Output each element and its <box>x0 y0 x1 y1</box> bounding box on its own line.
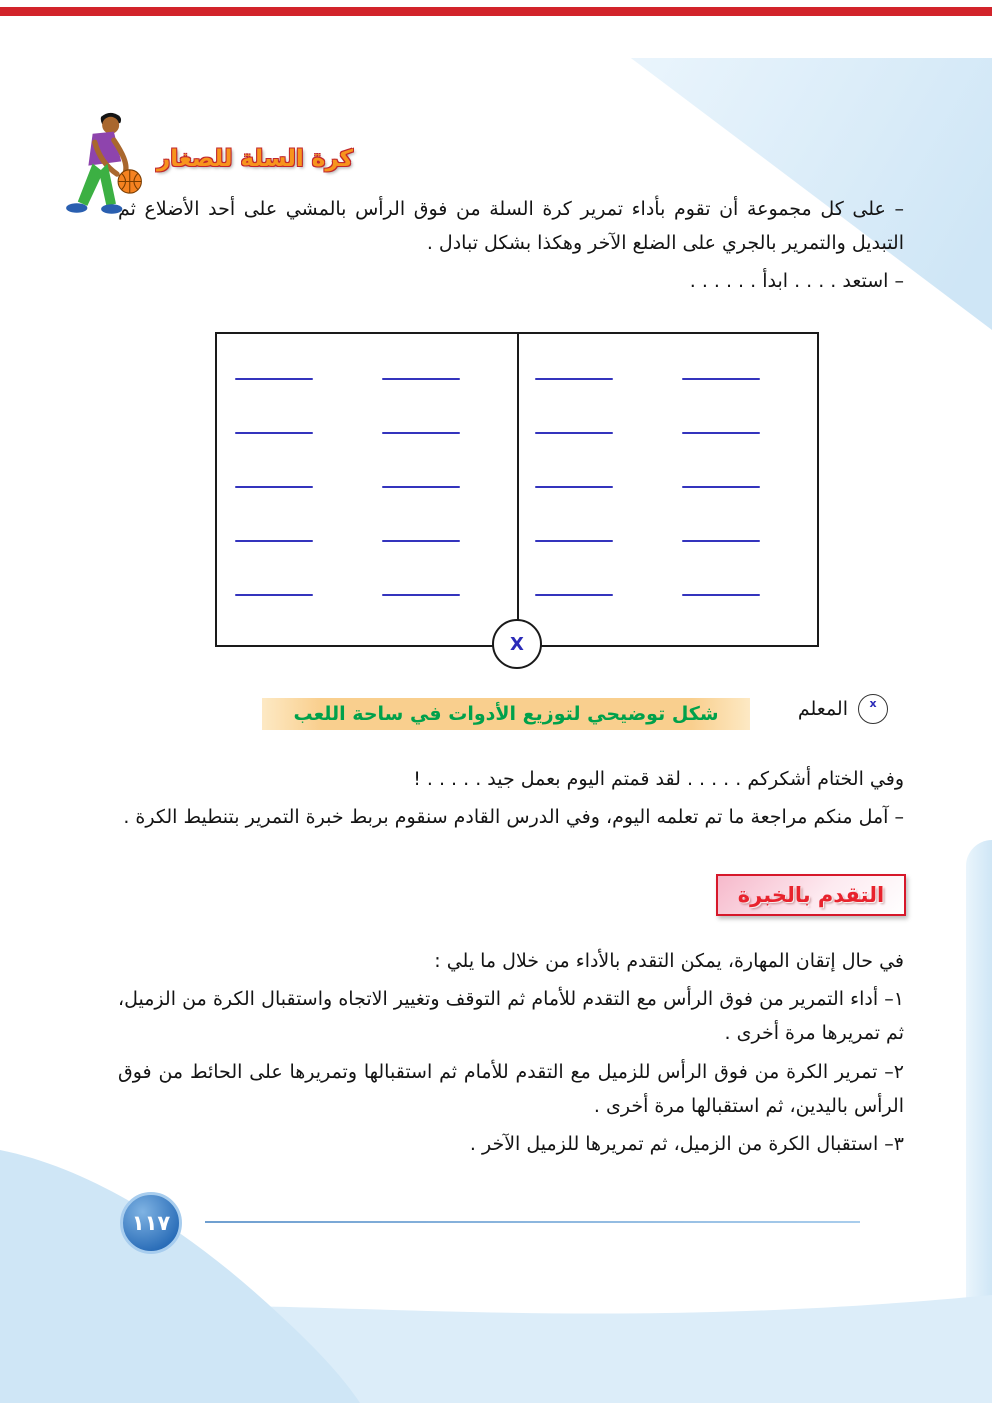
blank-line <box>535 378 613 380</box>
blank-line <box>382 378 460 380</box>
diagram-center-line <box>517 334 519 645</box>
legend-x-circle: x <box>858 694 888 724</box>
diagram-column <box>682 378 760 596</box>
closing-text-block <box>118 762 904 838</box>
progress-item-2: ٢– تمرير الكرة من فوق الرأس للزميل مع التقدم للأمام ثم استقبالها وتمريرها على الحائط من فوق الرأس باليدين، ثم استقبالها مرة أخرى . <box>118 1060 904 1117</box>
progress-item-1: ١– أداء التمرير من فوق الرأس مع التقدم للأمام ثم التوقف وتغيير الاتجاه واستقبال الكرة من الزميل، ثم تمريرها مرة أخرى . <box>118 988 904 1045</box>
blank-line <box>682 432 760 434</box>
blank-line <box>535 432 613 434</box>
blank-line <box>235 486 313 488</box>
diagram-column <box>535 378 613 596</box>
diagram-caption: شكل توضيحي لتوزيع الأدوات في ساحة اللعب <box>262 698 750 730</box>
diagram-column <box>382 378 460 596</box>
equipment-diagram <box>215 332 819 655</box>
diagram-column <box>235 378 313 596</box>
page-number-badge: ١١٧ <box>120 1192 182 1254</box>
footer-rule <box>205 1221 860 1223</box>
top-red-bar <box>0 7 992 16</box>
intro-text-block <box>118 192 904 303</box>
blank-line <box>535 594 613 596</box>
blank-line <box>382 594 460 596</box>
blank-line <box>535 540 613 542</box>
progress-section-heading: التقدم بالخبرة <box>716 874 906 916</box>
teacher-position-marker: X <box>492 619 542 669</box>
blank-line <box>535 486 613 488</box>
chapter-title: كرة السلة للصغار <box>156 146 354 172</box>
ready-start-line: – استعد . . . . ابدأ . . . . . . <box>689 270 904 293</box>
progress-item-3: ٣– استقبال الكرة من الزميل، ثم تمريرها للزميل الآخر . <box>469 1132 904 1155</box>
closing-review-line: – آمل منكم مراجعة ما تم تعلمه اليوم، وفي الدرس القادم سنقوم بربط خبرة التمرير بتنطيط الكرة . <box>123 806 904 829</box>
blank-line <box>235 378 313 380</box>
closing-thanks-line: وفي الختام أشكركم . . . . . لقد قمتم اليوم بعمل جيد . . . . . ! <box>413 768 904 790</box>
blank-line <box>235 594 313 596</box>
blank-line <box>682 486 760 488</box>
blank-line <box>235 432 313 434</box>
blank-line <box>235 540 313 542</box>
blank-line <box>682 594 760 596</box>
progress-text-block <box>118 944 904 1165</box>
diagram-legend <box>798 694 888 724</box>
blank-line <box>382 486 460 488</box>
blank-line <box>382 540 460 542</box>
blank-line <box>682 378 760 380</box>
intro-paragraph: – على كل مجموعة أن تقوم بأداء تمرير كرة السلة من فوق الرأس بالمشي على أحد الأضلاع ثم التبديل والتمرير بالجري على الضلع الآخر وهكذا بشكل تبادل . <box>118 198 904 255</box>
legend-teacher-label: المعلم <box>797 698 848 720</box>
blank-line <box>382 432 460 434</box>
blank-line <box>682 540 760 542</box>
progress-intro-line: في حال إتقان المهارة، يمكن التقدم بالأداء من خلال ما يلي : <box>434 950 904 972</box>
